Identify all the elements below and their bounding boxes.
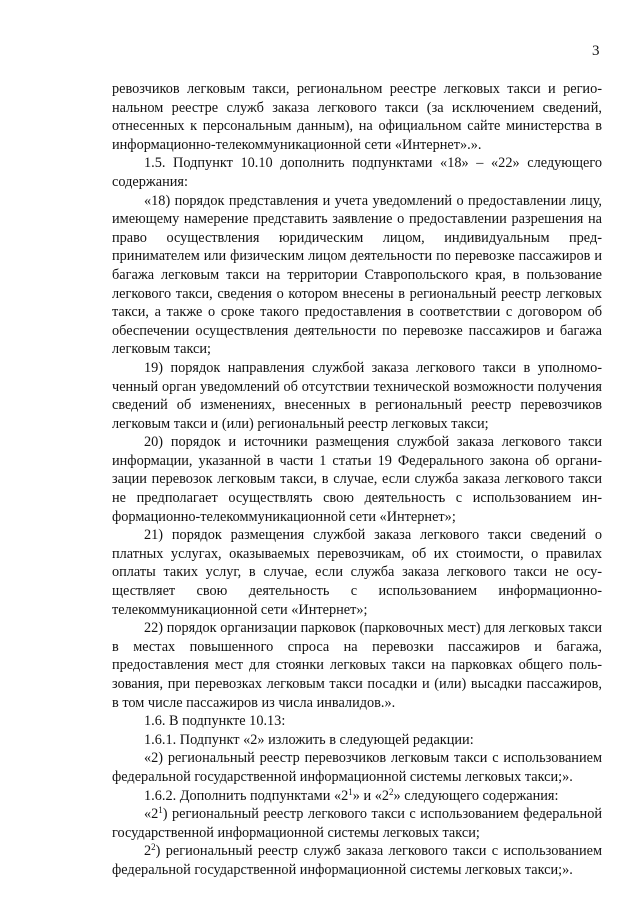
paragraph-item-1-6: 1.6. В подпункте 10.13:: [144, 713, 286, 730]
paragraph-subitem-18: «18) порядок представления и учета уведомлений о предоставлении лицу, имеющему намерение представить заявление о предоставлении разрешения на право осуществления юридическим лицом, индивидуальным предпринимателем или физическим лицом деятельности по перевозке пассажиров и багажа легковым такси на территории Ставропольского края, в пользование легкового такси, сведения о котором внесены в региональный реестр легковых такси, а также о сроке такого предоставления в соответствии с договором об обеспечении осуществления деятельности по перевозке пассажиров и багажа легковым такси;: [112, 192, 602, 358]
paragraph-subitem-19: 19) порядок направления службой заказа легкового такси в уполномоченный орган уведомлений об отсутствии технической возможности получения сведений об изменениях, внесенных в региональный реестр перевозчиков легковым такси и (или) региональный реестр легковых такси;: [112, 359, 602, 432]
paragraph-item-1-6-2: [112, 787, 602, 806]
text-run: » и «2: [352, 787, 389, 804]
paragraph-subitem-2-2: [112, 842, 602, 879]
text-run: ) региональный реестр служб заказа легкового такси с использованием федеральной государственной информационной системы легковых такси;».: [112, 843, 602, 878]
superscript: 1: [158, 805, 163, 816]
paragraph-item-1-6-1: 1.6.1. Подпункт «2» изложить в следующей редакции:: [144, 731, 474, 748]
superscript: 2: [151, 842, 156, 853]
paragraph-item-1-5: 1.5. Подпункт 10.10 дополнить подпунктами «18» – «22» следующего содержания:: [112, 155, 602, 190]
paragraph-subitem-20: 20) порядок и источники размещения службой заказа легкового такси информации, указанной в части 1 статьи 19 Федерального закона об организации перевозок легковым такси, в случае, если служба заказа легкового такси не предполагает осуществлять свою деятельность с использованием информационно-телекоммуникационной сети «Интернет»;: [112, 434, 602, 525]
text-run: «2: [144, 806, 159, 823]
paragraph-continuation: ревозчиков легковым такси, региональном реестре легковых такси и региональном реестре служб заказа легкового такси (за исключением сведений, отнесенных к персональным данным), на официальном сайте министерства в информационно-телекоммуникационной сети «Интернет».».: [112, 81, 602, 153]
text-run: 2: [144, 843, 152, 860]
paragraph-subitem-21: 21) порядок размещения службой заказа легкового такси сведений о платных услугах, оказываемых перевозчикам, об их стоимости, о правилах оплаты таких услуг, в случае, если служба заказа легкового такси не осуществляет свою деятельность с использованием информационно-телекоммуникационной сети «Интернет»;: [112, 527, 602, 618]
paragraph-subitem-2-1: [112, 805, 602, 842]
page-number: 3: [592, 43, 600, 59]
paragraph-subitem-2: «2) региональный реестр перевозчиков легковым такси с использованием федеральной государственной информационной системы легковых такси;».: [112, 750, 602, 785]
text-run: » следующего содержания:: [393, 787, 559, 804]
superscript: 2: [389, 786, 394, 797]
text-run: ) региональный реестр легкового такси с использованием федеральной государственной информационной системы легковых такси;: [112, 806, 602, 841]
paragraph-subitem-22: 22) порядок организации парковок (парковочных мест) для легковых такси в местах повышенного спроса на перевозки пассажиров и багажа, предоставления мест для стоянки легковых такси на парковках общего пользования, при перевозках легковым такси посадки и (или) высадки пассажиров, в том числе пассажиров из числа инвалидов.».: [112, 620, 602, 711]
text-run: 1.6.2. Дополнить подпунктами «2: [144, 787, 349, 804]
document-body: [112, 80, 602, 880]
superscript: 1: [348, 786, 353, 797]
